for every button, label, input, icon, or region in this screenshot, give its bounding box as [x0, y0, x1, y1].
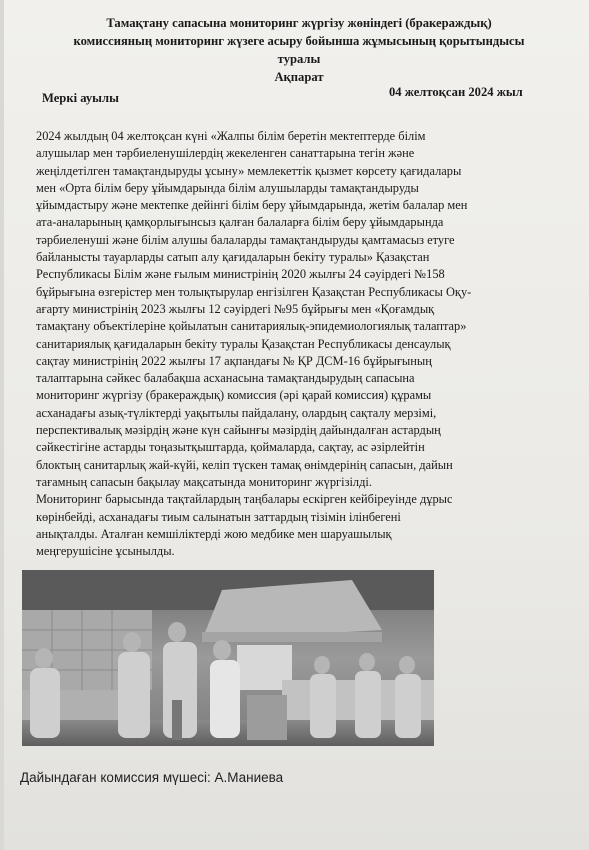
- place-label: Меркі ауылы: [42, 91, 119, 105]
- body-line: байланысты тауарларды сатып алу қағидаларын бекіту туралы» Қазақстан: [36, 250, 430, 265]
- date-label: 04 желтоқсан 2024 жыл: [389, 85, 523, 99]
- kitchen-photo: [22, 570, 434, 746]
- body-line: блоктың санитарлық жай-күйі, келіп түскен тамақ өнімдерінің сапасын, дайын: [36, 457, 453, 472]
- body-line: ата-аналарының қамқорлығынсыз қалған балаларға білім беру ұйымдарында: [36, 215, 444, 230]
- body-line: асханадағы азық-түліктерді уақытылы пайдалану, олардың сақталу мерзімі,: [36, 405, 437, 420]
- body-line: көрінбейді, асханадағы тиым салынатын заттардың тізімін ілінбегені: [36, 509, 401, 524]
- body-line: Республикасы Білім және ғылым министрінің 2020 жылғы 24 сәуірдегі №158: [36, 267, 445, 282]
- body-line: 2024 жылдың 04 желтоқсан күні «Жалпы білім беретін мектептерде білім: [36, 129, 426, 143]
- body-line: алушылар мен тәрбиеленушілердің жекеленген санаттарына тегін және: [36, 146, 415, 161]
- body-line: анықталды. Аталған кемшіліктерді жою медбике мен шаруашылық: [36, 526, 392, 541]
- doc-title-line-1: Тамақтану сапасына мониторинг жүргізу жөніндегі (бракераждық): [106, 16, 492, 30]
- body-line: сақтау министрінің 2022 жылғы 17 ақпандағы № ҚР ДСМ-16 бұйрығының: [36, 353, 432, 368]
- body-text: [36, 128, 556, 560]
- body-line: тағамның сапасын бақылау мақсатында мониторинг жүргізілді.: [36, 474, 372, 489]
- body-line: меңгерушісіне ұсынылды.: [36, 544, 175, 559]
- body-line: талаптарына сәйкес балабақша асханасына тамақтандырудың сапасына: [36, 371, 415, 386]
- doc-title-line-3: туралы: [277, 52, 321, 66]
- doc-title-line-4: Ақпарат: [274, 70, 324, 84]
- signature-line: Дайындаған комиссия мүшесі: А.Маниева: [20, 770, 284, 785]
- body-line: мен «Орта білім беру ұйымдарында білім алушыларды тамақтандыруды: [36, 180, 419, 195]
- body-line: перспективалық мәзірдің және күн сайынғы мәзірдің дайындалған астардың: [36, 423, 441, 438]
- body-line: мониторинг жүргізу (бракераждық) комиссия (әрі қарай комиссия) құрамы: [36, 388, 432, 403]
- body-line: тамақтану объектілеріне қойылатын санитариялық-эпидемиологиялық талаптар»: [36, 319, 467, 334]
- body-line: ұйымдастыру және мектепке дейінгі білім беру ұйымдарында, жетім балалар мен: [36, 198, 468, 213]
- body-line: тәрбиеленуші және білім алушы балаларды тамақтандыруды қамтамасыз етуге: [36, 232, 455, 247]
- body-line: ағарту министрінің 2023 жылғы 12 сәуірдегі №95 бұйрығы мен «Қоғамдық: [36, 301, 435, 316]
- body-line: сәйкестігіне астарды тоңазытқыштарда, қоймаларда, сақтау, ас әзірлейтін: [36, 440, 425, 455]
- kitchen-photo-illustration: [22, 570, 434, 746]
- body-line: санитариялық қағидаларын бекіту туралы Қазақстан Республикасы денсаулық: [36, 336, 451, 351]
- doc-title-line-2: комиссияның мониторинг жүзеге асыру бойынша жұмысының қорытындысы: [73, 34, 525, 48]
- body-line: Мониторинг барысында тақтайлардың таңбалары ескірген кейбіреуінде дұрыс: [36, 492, 453, 507]
- document-page: [4, 0, 589, 850]
- body-line: бұйрығына өзгерістер мен толықтырулар енгізілген Қазақстан Республикасы Оқу-: [36, 284, 472, 299]
- body-line: жеңілдетілген тамақтандыруды ұсыну» мемлекеттік қызмет көрсету қағидалары: [36, 163, 462, 178]
